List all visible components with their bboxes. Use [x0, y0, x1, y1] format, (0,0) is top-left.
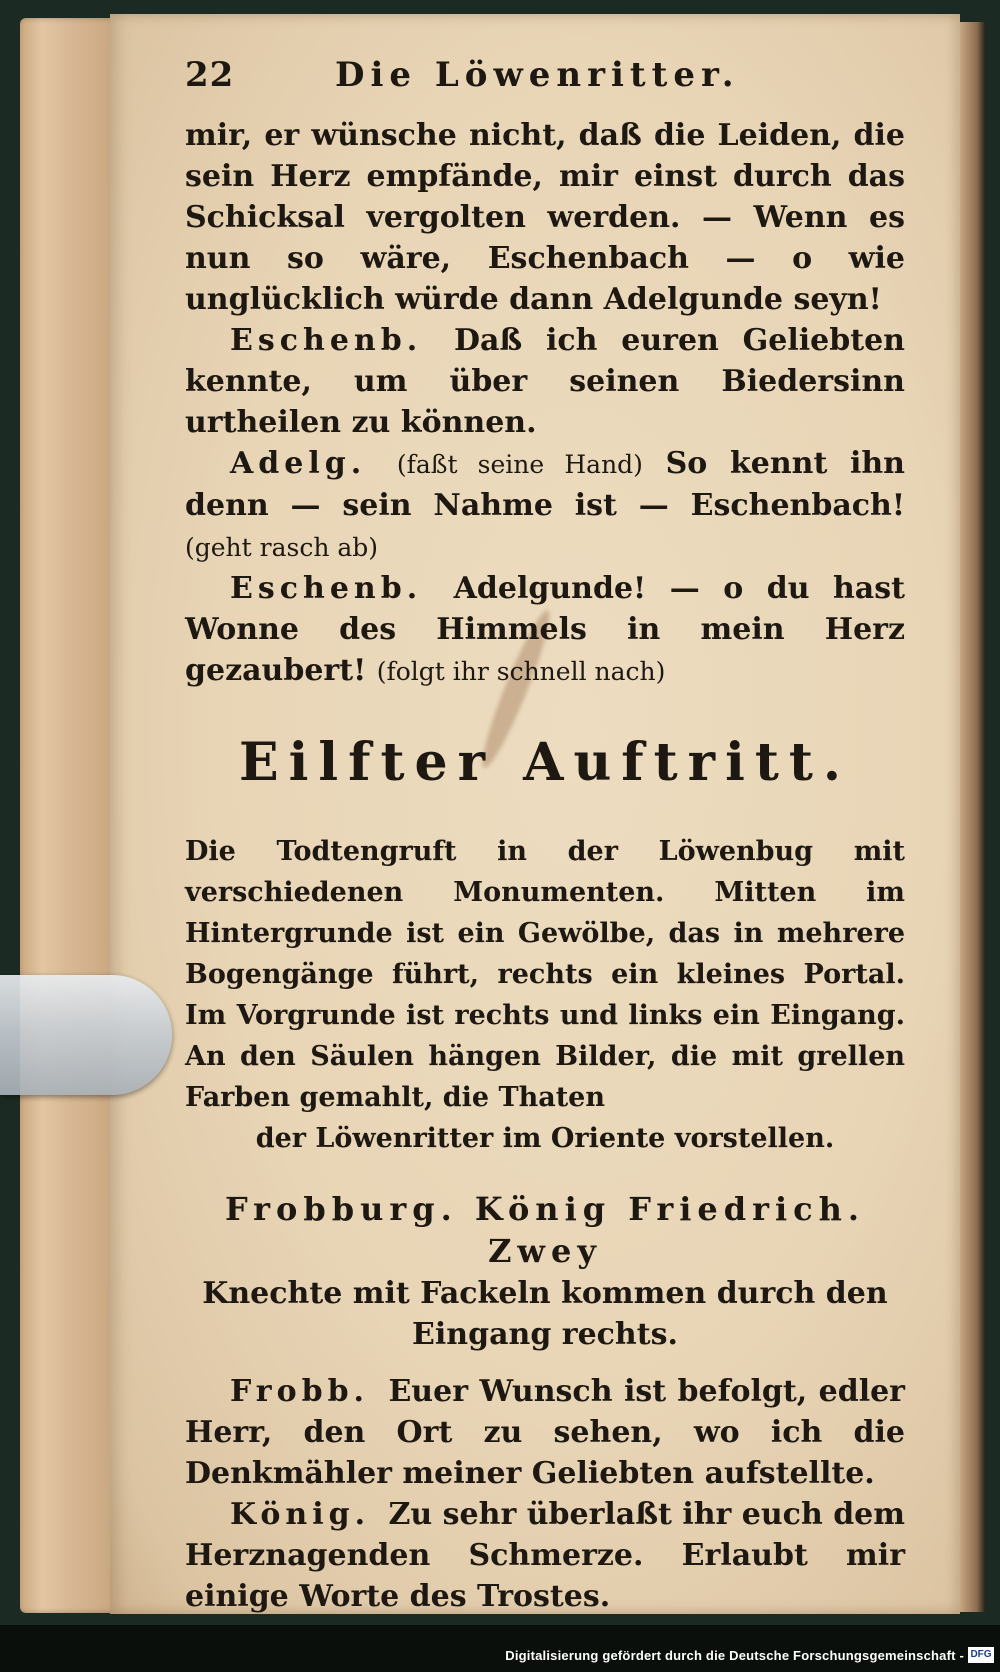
page-holder-clip	[0, 975, 172, 1095]
dfg-logo: DFG	[968, 1647, 994, 1663]
stage-direction: (folgt ihr schnell nach)	[376, 657, 666, 686]
stage-direction: (geht rasch ab)	[185, 533, 379, 562]
cast-list	[185, 1189, 905, 1355]
dialogue-text: Adelgunde! — o du hast Wonne des Himmels in mein Herz gezaubert!	[185, 571, 905, 688]
page-text	[185, 55, 905, 1617]
scene-description-text: Die Todtengruft in der Löwenbug mit verschiedenen Monumenten. Mitten im Hintergrunde ist ein Gewölbe, das in mehrere Bogengänge führt, rechts ein kleines Portal. Im Vorgrunde ist rechts und links ein Eingang. An den Säulen hängen Bilder, die mit grellen Farben gemahlt, die Thaten	[185, 836, 905, 1113]
cast-entrance: Knechte mit Fackeln kommen durch den Eingang rechts.	[202, 1276, 888, 1352]
scene-description-last-line: der Löwenritter im Oriente vorstellen.	[255, 1123, 835, 1154]
dialogue-paragraph	[185, 443, 905, 568]
page-number: 22	[185, 55, 235, 95]
stage-direction: (faßt seine Hand)	[396, 450, 643, 479]
cast-names: Frobburg. König Friedrich. Zwey	[224, 1190, 866, 1270]
speaker-name: Eschenb.	[230, 571, 423, 606]
speaker-name: König.	[230, 1497, 371, 1532]
digitization-credit: Digitalisierung gefördert durch die Deutsche Forschungsgemeinschaft -	[505, 1648, 964, 1663]
speaker-name: Frobb.	[230, 1374, 369, 1409]
dialogue-paragraph: mir, er wünsche nicht, daß die Leiden, die sein Herz empfände, mir einst durch das Schicksal vergolten werden. — Wenn es nun so wäre, Eschenbach — o wie unglücklich würde dann Adelgunde seyn!	[185, 118, 905, 317]
dialogue-paragraph	[185, 1494, 905, 1617]
dialogue-text: Euer Wunsch ist befolgt, edler Herr, den Ort zu sehen, wo ich die Denkmähler meiner Geliebten aufstellte.	[185, 1374, 905, 1491]
page-header	[185, 55, 905, 115]
running-title: Die Löwenritter.	[335, 55, 740, 95]
dialogue-text: Zu sehr überlaßt ihr euch dem Herznagenden Schmerze. Erlaubt mir einige Worte des Trostes.	[185, 1497, 906, 1614]
dialogue-paragraph	[185, 568, 905, 692]
scene-heading: Eilfter Auftritt.	[239, 732, 851, 793]
dialogue-text: Daß ich euren Geliebten kennte, um über seinen Biedersinn urtheilen zu können.	[185, 323, 905, 440]
speaker-name: Eschenb.	[230, 323, 423, 358]
dialogue-paragraph	[185, 1371, 905, 1494]
speaker-name: Adelg.	[230, 446, 367, 481]
dialogue-text: So kennt ihn denn — sein Nahme ist — Eschenbach!	[185, 446, 905, 523]
scene-description	[185, 831, 905, 1159]
dialogue-paragraph	[185, 320, 905, 443]
